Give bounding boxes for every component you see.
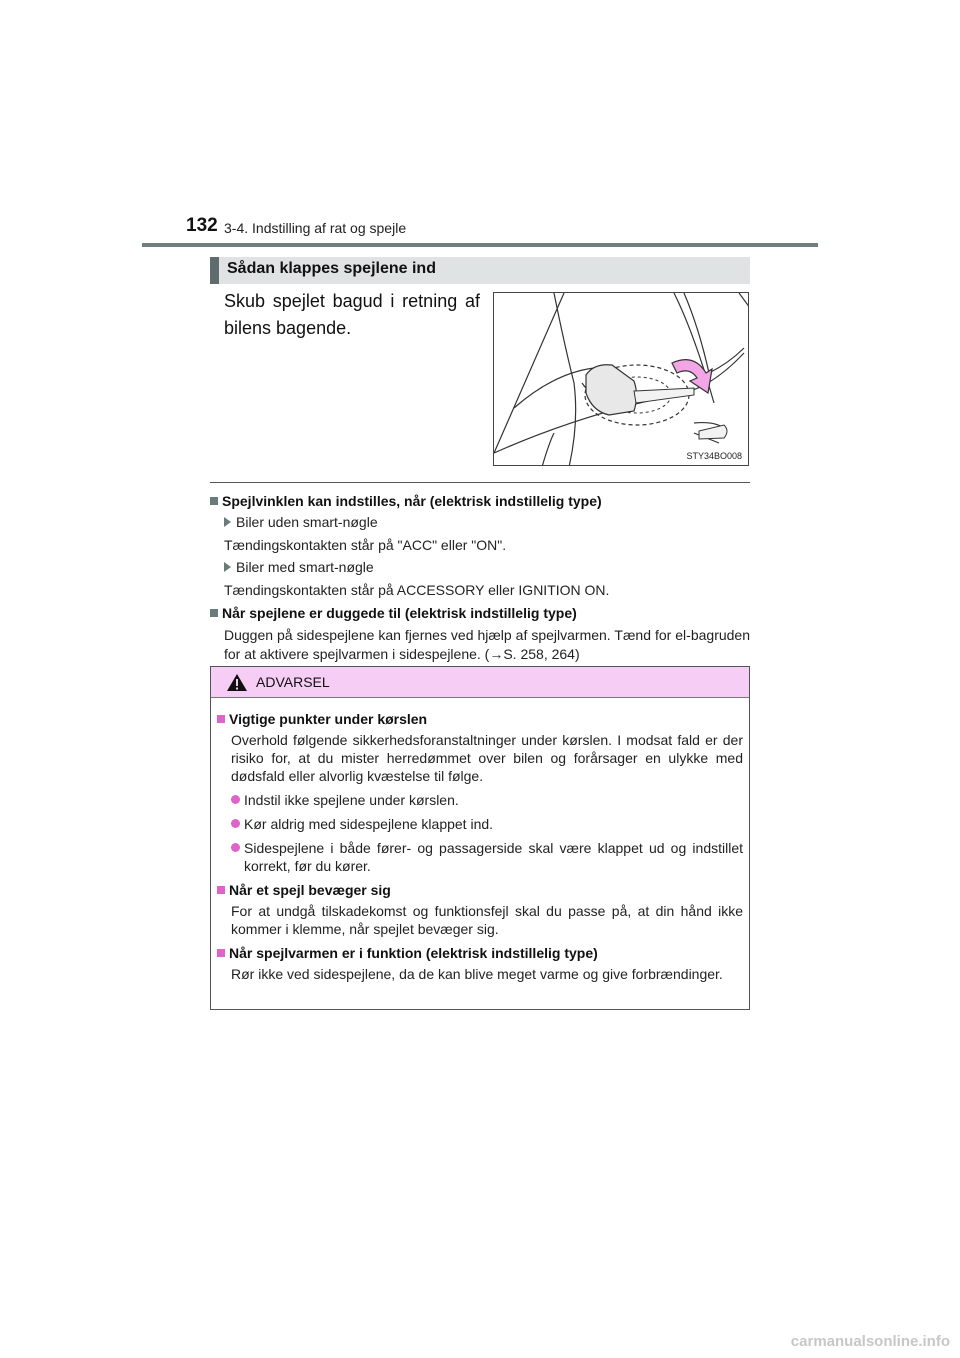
- warning-heading: [217, 881, 743, 899]
- warning-triangle-icon: [226, 673, 248, 692]
- warning-bullet-text: Indstil ikke spejlene under kørslen.: [244, 792, 459, 808]
- car-mirror-drawing: [494, 293, 749, 466]
- page-number: 132: [186, 215, 218, 236]
- square-bullet-icon: [210, 609, 218, 617]
- sub-item-text: Biler med smart-nøgle: [236, 559, 374, 575]
- note-text: Duggen på sidespejlene kan fjernes ved hjælp af spejlvarmen. Tænd for el-bagruden for at aktivere spejlvarmen i sidespejlene. (→S. 258, 264): [224, 627, 750, 662]
- warning-heading-text: Vigtige punkter under kørslen: [229, 711, 428, 727]
- sub-item: [224, 513, 750, 532]
- warning-bullet: [231, 839, 743, 875]
- section-divider: [210, 482, 750, 483]
- circle-bullet-icon: [231, 819, 240, 828]
- header-rule: [142, 243, 818, 247]
- figure-code: STY34BO008: [686, 451, 742, 461]
- triangle-bullet-icon: [224, 562, 231, 572]
- warning-bullet: [231, 815, 743, 833]
- breadcrumb: 3-4. Indstilling af rat og spejle: [224, 220, 407, 236]
- section-heading: [210, 257, 750, 284]
- intro-text: Skub spejlet bagud i retning af bilens bagende.: [224, 291, 480, 338]
- sub-item: [224, 558, 750, 577]
- circle-bullet-icon: [231, 843, 240, 852]
- warning-bullet-text: Kør aldrig med sidespejlene klappet ind.: [244, 816, 494, 832]
- note-heading-text: Når spejlene er duggede til (elektrisk indstillelig type): [222, 605, 577, 621]
- warning-box: [210, 666, 750, 1010]
- square-bullet-icon: [217, 715, 225, 723]
- note-text: Tændingskontakten står på "ACC" eller "ON".: [224, 537, 507, 553]
- triangle-bullet-icon: [224, 517, 231, 527]
- square-bullet-icon: [217, 949, 225, 957]
- warning-body: [211, 698, 749, 983]
- notes-section: [210, 488, 750, 664]
- square-bullet-icon: [210, 497, 218, 505]
- warning-text: For at undgå tilskadekomst og funktionsfejl skal du passe på, at din hånd ikke kommer i klemme, når spejlet bevæger sig.: [231, 903, 743, 937]
- warning-header: [211, 667, 749, 698]
- square-bullet-icon: [217, 886, 225, 894]
- warning-bullet: [231, 791, 743, 809]
- note-heading: [210, 604, 750, 622]
- warning-heading-text: Når spejlvarmen er i funktion (elektrisk indstillelig type): [229, 945, 598, 961]
- warning-title: ADVARSEL: [256, 674, 330, 690]
- watermark: carmanualsonline.info: [790, 1333, 950, 1350]
- warning-heading-text: Når et spejl bevæger sig: [229, 882, 391, 898]
- note-heading-text: Spejlvinklen kan indstilles, når (elektrisk indstillelig type): [222, 493, 602, 509]
- warning-heading: [217, 710, 743, 728]
- note-text: Tændingskontakten står på ACCESSORY eller IGNITION ON.: [224, 582, 610, 598]
- warning-heading: [217, 944, 743, 962]
- warning-text: Overhold følgende sikkerhedsforanstaltninger under kørslen. I modsat fald er der risiko for, at du mister herredømmet over bilen og forårsager en ulykke med dødsfald eller alvorlig kvæstelse til følge.: [231, 732, 743, 784]
- mirror-folding-illustration: [493, 292, 749, 466]
- note-heading: [210, 492, 750, 510]
- warning-text: Rør ikke ved sidespejlene, da de kan blive meget varme og give forbrændinger.: [231, 966, 723, 982]
- sub-item-text: Biler uden smart-nøgle: [236, 514, 378, 530]
- warning-bullet-text: Sidespejlene i både fører- og passagerside skal være klappet ud og indstillet korrekt, før du kører.: [244, 840, 743, 874]
- circle-bullet-icon: [231, 795, 240, 804]
- section-heading-text: Sådan klappes spejlene ind: [227, 260, 436, 277]
